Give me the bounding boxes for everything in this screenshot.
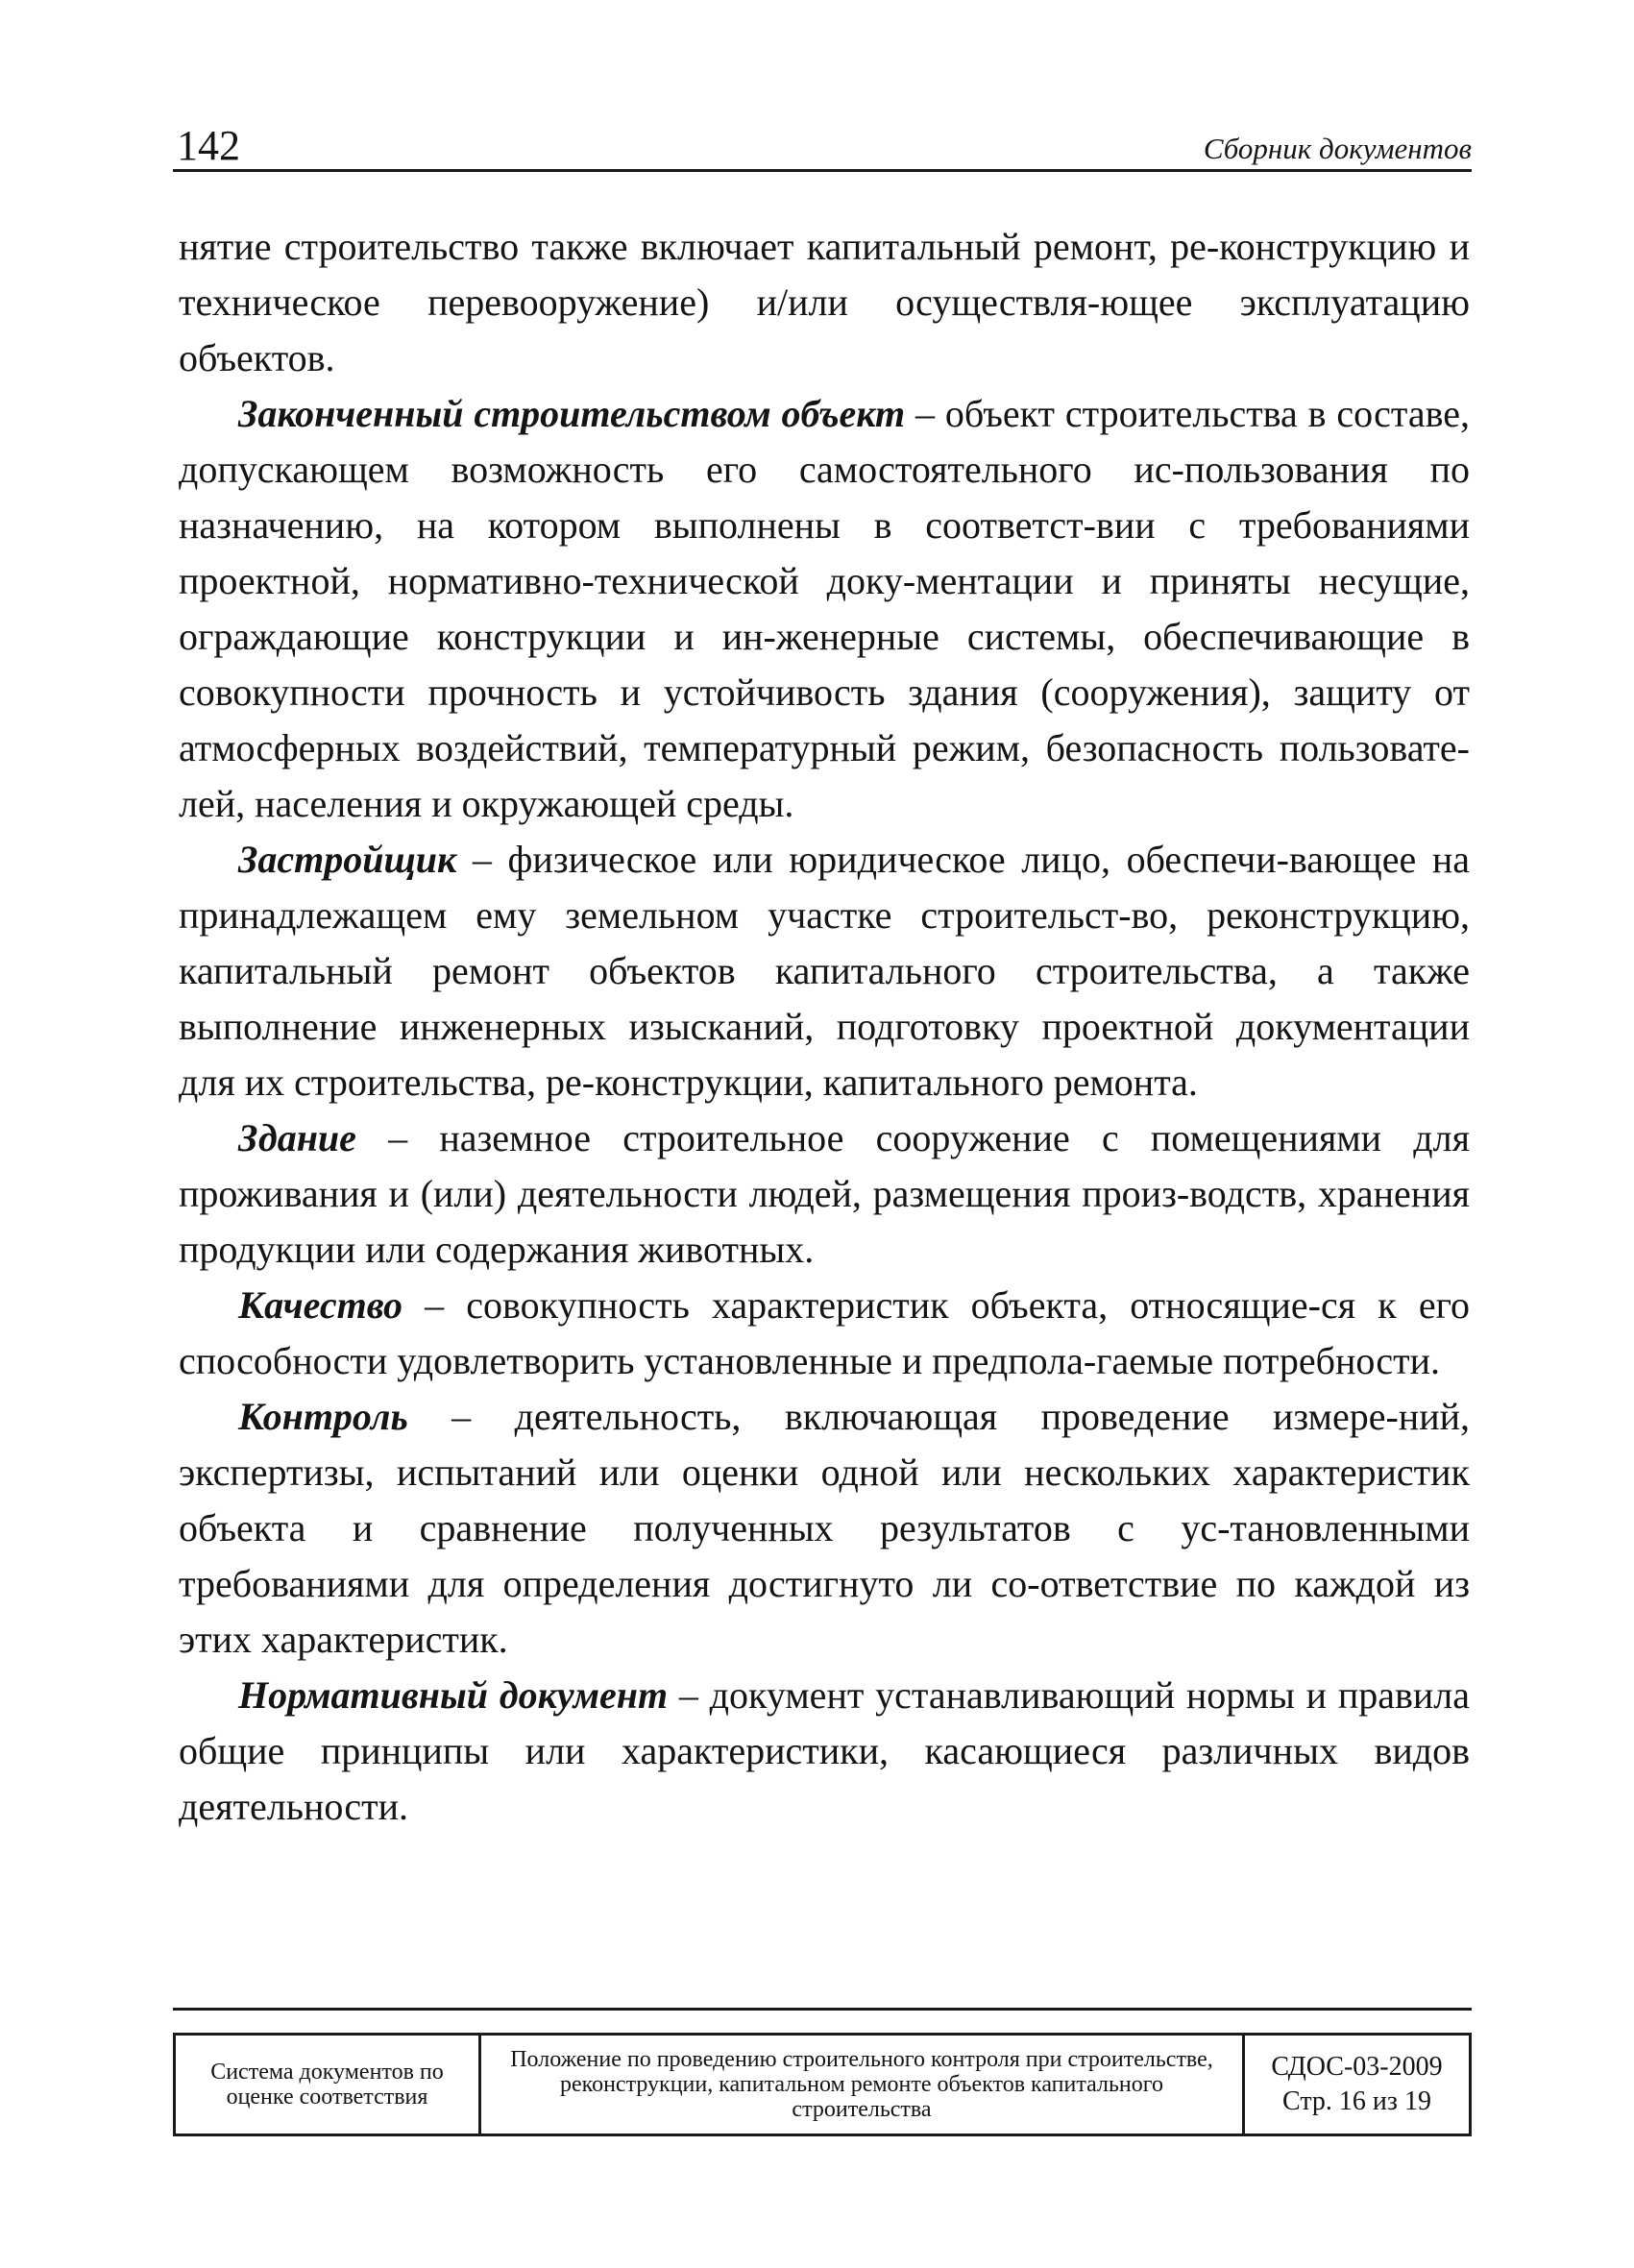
page-number: 142 bbox=[177, 122, 240, 169]
definition-text: – совокупность характеристик объекта, относящие-ся к его способности удовлетворить установленные и предпола-гаемые потребности. bbox=[179, 1283, 1470, 1382]
page-body bbox=[179, 219, 1470, 1835]
definition-paragraph bbox=[179, 1389, 1470, 1668]
definition-text: – деятельность, включающая проведение измере-ний, экспертизы, испытаний или оценки одной или нескольких характеристик объекта и сравнение полученных результатов с ус-тановленными требованиями для определения достигнуто ли со-ответствие по каждой из этих характеристик. bbox=[179, 1395, 1470, 1661]
definition-term: Нормативный документ bbox=[238, 1673, 669, 1717]
running-title: Сборник документов bbox=[1203, 132, 1472, 165]
definition-paragraph bbox=[179, 1110, 1470, 1278]
footer-system-cell: Система документов по оценке соответствия bbox=[210, 2060, 444, 2109]
definition-term: Контроль bbox=[238, 1395, 408, 1438]
definition-text: – физическое или юридическое лицо, обеспечи-вающее на принадлежащем ему земельном участке строительст-во, реконструкцию, капитальный ремонт объектов капитального строительства, а также выполнение инженерных изысканий, подготовку проектной документации для их строительства, ре-конструкции, капитального ремонта. bbox=[179, 838, 1470, 1104]
footer-divider bbox=[173, 2008, 1472, 2011]
definition-term: Законченный строительством объект bbox=[238, 392, 906, 435]
footer-code-cell bbox=[1242, 2036, 1469, 2134]
definition-term: Застройщик bbox=[238, 838, 457, 881]
continuation-paragraph: нятие строительство также включает капитальный ремонт, ре-конструкцию и техническое перевооружение) и/или осуществля-ющее эксплуатацию объектов. bbox=[179, 225, 1470, 379]
footer-table bbox=[173, 2033, 1472, 2136]
definition-paragraph bbox=[179, 1668, 1470, 1835]
definition-paragraph bbox=[179, 832, 1470, 1110]
definition-term: Качество bbox=[238, 1283, 403, 1327]
footer-document-title-cell: Положение по проведению строительного контроля при строительстве, реконструкции, капитальном ремонте объектов капитального строительства bbox=[478, 2036, 1242, 2134]
definition-text: – документ устанавливающий нормы и правила общие принципы или характеристики, касающиеся различных видов деятельности. bbox=[179, 1673, 1471, 1828]
page-info: Стр. 16 из 19 bbox=[1282, 2086, 1431, 2116]
definition-text: – наземное строительное сооружение с помещениями для проживания и (или) деятельности людей, размещения произ-водств, хранения продукции или содержания животных. bbox=[179, 1116, 1470, 1271]
definition-term: Здание bbox=[238, 1116, 356, 1159]
definition-text: – объект строительства в составе, допускающем возможность его самостоятельного ис-пользования по назначению, на котором выполнены в соответст-вии с требованиями проектной, нормативно-технической доку-ментации и приняты несущие, ограждающие конструкции и ин-женерные системы, обеспечивающие в совокупности прочность и устойчивость здания (сооружения), защиту от атмосферных воздействий, температурный режим, безопасность пользовате-лей, населения и окружающей среды. bbox=[179, 392, 1470, 825]
document-code: СДОС-03-2009 bbox=[1271, 2052, 1443, 2082]
definition-paragraph bbox=[179, 386, 1470, 832]
page-header bbox=[173, 113, 1472, 172]
definition-paragraph bbox=[179, 1278, 1470, 1389]
